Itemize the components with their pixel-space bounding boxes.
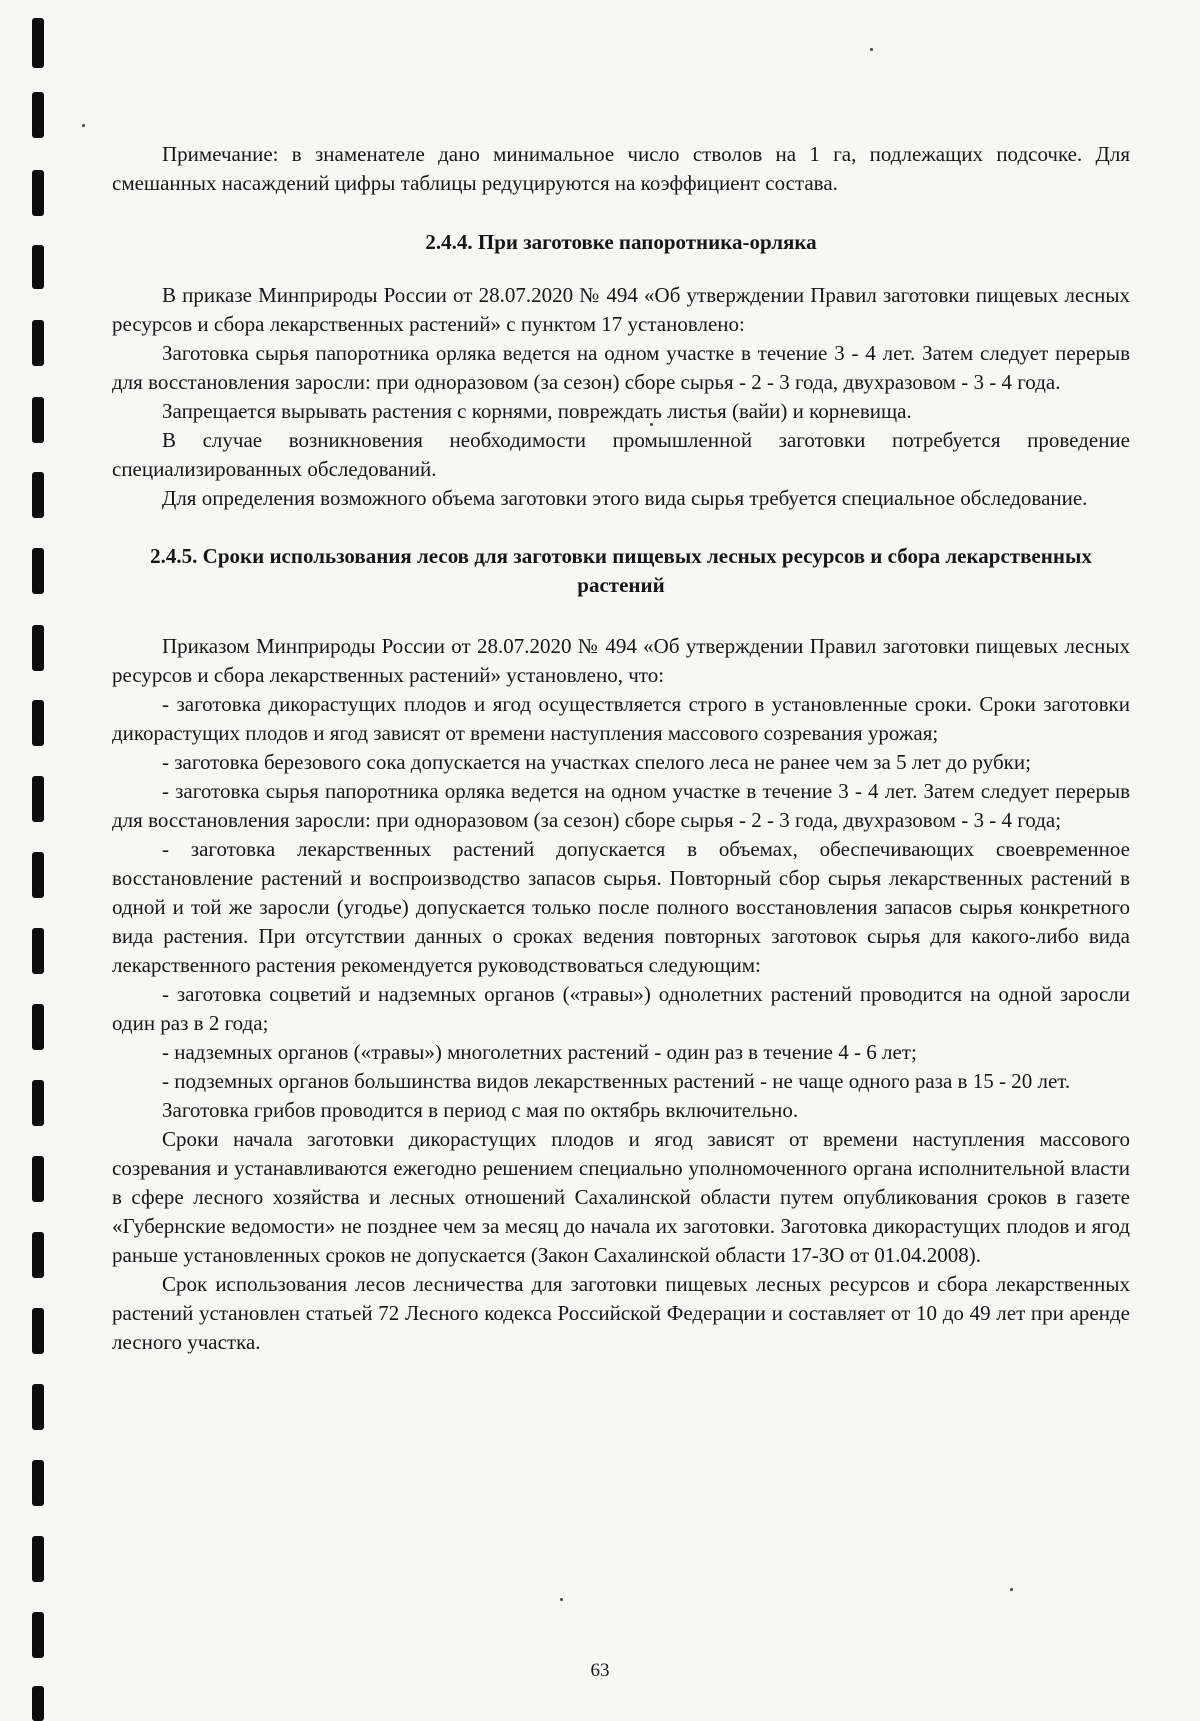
paragraph: В случае возникновения необходимости промышленной заготовки потребуется проведение специализированных обследований. — [112, 428, 1130, 481]
scan-speck — [560, 1598, 563, 1601]
binding-hole — [32, 776, 44, 822]
binding-hole — [32, 1536, 44, 1582]
binding-hole — [32, 170, 44, 216]
binding-hole — [32, 1686, 44, 1721]
list-item: - заготовка сырья папоротника орляка ведется на одном участке в течение 3 - 4 лет. Затем следует перерыв для восстановления заросли: при одноразовом (за сезон) сборе сырья - 2 - 3 года, двухразовом - 3 - 4 года; — [112, 779, 1130, 832]
paragraph: Срок использования лесов лесничества для заготовки пищевых лесных ресурсов и сбора лекарственных растений установлен статьей 72 Лесного кодекса Российской Федерации и составляет от 10 до 49 лет при аренде лесного участка. — [112, 1272, 1130, 1354]
binding-hole — [32, 625, 44, 671]
binding-hole — [32, 18, 44, 68]
binding-hole — [32, 245, 44, 289]
binding-hole — [32, 1080, 44, 1126]
paragraph: Заготовка грибов проводится в период с мая по октябрь включительно. — [162, 1098, 799, 1122]
binding-hole — [32, 852, 44, 898]
scan-speck — [82, 124, 85, 127]
binding-hole — [32, 1612, 44, 1658]
paragraph: Для определения возможного объема заготовки этого вида сырья требуется специальное обследование. — [162, 486, 1088, 510]
binding-hole — [32, 1156, 44, 1202]
page-number: 63 — [590, 1660, 610, 1681]
binding-hole — [32, 1460, 44, 1506]
binding-hole — [32, 320, 44, 366]
table-note: Примечание: в знаменателе дано минимальное число стволов на 1 га, подлежащих подсочке. Для смешанных насаждений цифры таблицы редуцируются на коэффициент состава. — [112, 142, 1130, 195]
binding-hole — [32, 472, 44, 518]
binding-hole — [32, 700, 44, 746]
list-item: - заготовка дикорастущих плодов и ягод осуществляется строго в установленные сроки. Сроки заготовки дикорастущих плодов и ягод зависят от времени наступления массового созревания урожая; — [112, 692, 1130, 745]
list-item: - заготовка лекарственных растений допускается в объемах, обеспечивающих своевременное восстановление растений и воспроизводство запасов сырья. Повторный сбор сырья лекарственных растений в одной и той же заросли (угодье) допускается только после полного восстановления запасов сырья конкретного вида растения. При отсутствии данных о сроках ведения повторных заготовок сырья для какого-либо вида лекарственного растения рекомендуется руководствоваться следующим: — [112, 837, 1130, 977]
list-item: - подземных органов большинства видов лекарственных растений - не чаще одного раза в 15 - 20 лет. — [162, 1069, 1071, 1093]
binding-holes — [30, 0, 46, 1721]
binding-hole — [32, 548, 44, 594]
binding-hole — [32, 1004, 44, 1050]
paragraph: В приказе Минприроды России от 28.07.2020 № 494 «Об утверждении Правил заготовки пищевых лесных ресурсов и сбора лекарственных растений» с пунктом 17 установлено: — [112, 283, 1130, 336]
list-item: - заготовка соцветий и надземных органов («травы») однолетних растений проводится на одной заросли один раз в 2 года; — [112, 982, 1130, 1035]
paragraph: Сроки начала заготовки дикорастущих плодов и ягод зависят от времени наступления массового созревания и устанавливаются ежегодно решением специально уполномоченного органа исполнительной власти в сфере лесного хозяйства и лесных отношений Сахалинской области путем опубликования сроков в газете «Губернские ведомости» не позднее чем за месяц до начала их заготовки. Заготовка дикорастущих плодов и ягод раньше установленных сроков не допускается (Закон Сахалинской области 17-ЗО от 01.04.2008). — [112, 1127, 1130, 1267]
binding-hole — [32, 1384, 44, 1430]
section-heading-2-4-5: 2.4.5. Сроки использования лесов для заготовки пищевых лесных ресурсов и сбора лекарственных растений — [150, 544, 1092, 597]
scan-speck — [870, 48, 873, 51]
section-heading-2-4-4: 2.4.4. При заготовке папоротника-орляка — [425, 230, 817, 254]
list-item: - надземных органов («травы») многолетних растений - один раз в течение 4 - 6 лет; — [162, 1040, 917, 1064]
scan-speck — [1010, 1588, 1013, 1591]
binding-hole — [32, 92, 44, 138]
binding-hole — [32, 1308, 44, 1354]
paragraph: Приказом Минприроды России от 28.07.2020 № 494 «Об утверждении Правил заготовки пищевых лесных ресурсов и сбора лекарственных растений» установлено, что: — [112, 634, 1130, 687]
binding-hole — [32, 397, 44, 443]
binding-hole — [32, 1232, 44, 1278]
binding-hole — [32, 928, 44, 974]
paragraph: Заготовка сырья папоротника орляка ведется на одном участке в течение 3 - 4 лет. Затем следует перерыв для восстановления заросли: при одноразовом (за сезон) сборе сырья - 2 - 3 года, двухразовом - 3 - 4 года. — [112, 341, 1130, 394]
list-item: - заготовка березового сока допускается на участках спелого леса не ранее чем за 5 лет до рубки; — [162, 750, 1031, 774]
paragraph: Запрещается вырывать растения с корнями, повреждать листья (вайи) и корневища. — [162, 399, 912, 423]
document-page — [112, 140, 1130, 1357]
